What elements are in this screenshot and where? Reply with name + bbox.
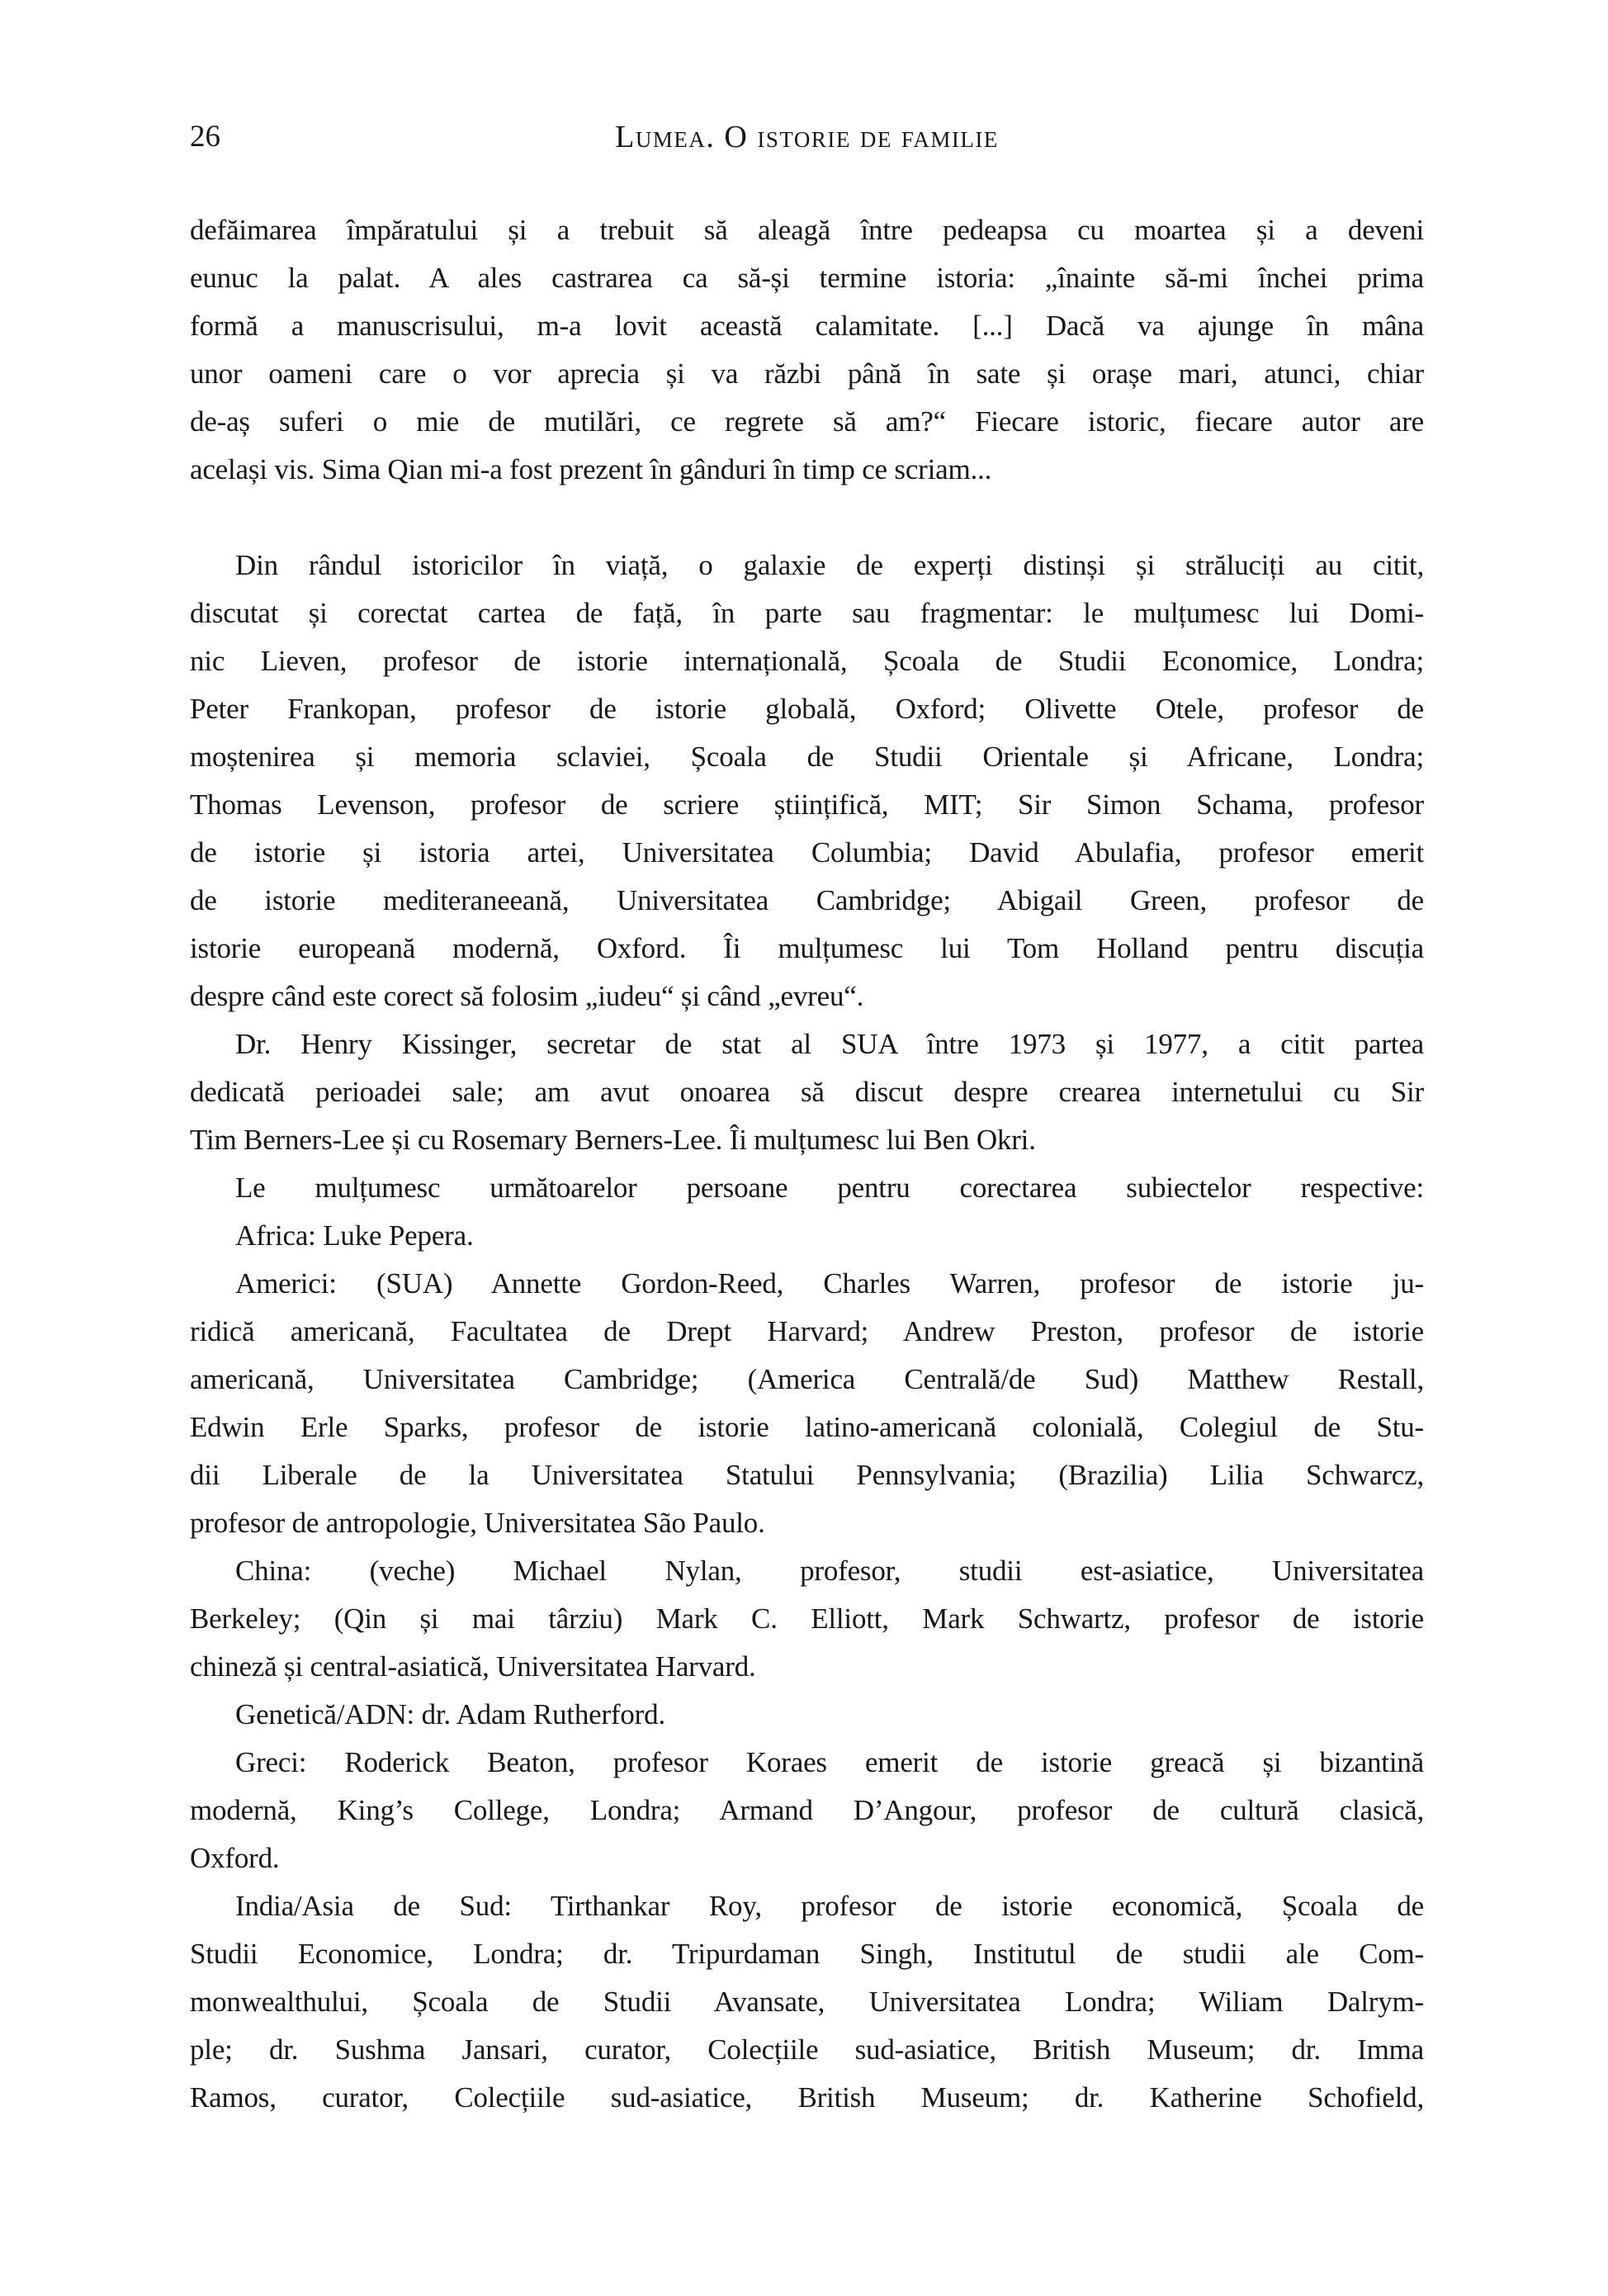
text-line: Studii Economice, Londra; dr. Tripurdaman Singh, Institutul de studii ale Com- — [190, 1938, 1424, 1970]
paragraph — [190, 1212, 1424, 1260]
text-line: Greci: Roderick Beaton, profesor Koraes emerit de istorie greacă și bizantină — [235, 1746, 1424, 1778]
text-line: Africa: Luke Pepera. — [235, 1219, 474, 1252]
text-line: China: (veche) Michael Nylan, profesor, studii est-asiatice, Universitatea — [235, 1555, 1424, 1587]
text-line: discutat și corectat cartea de față, în parte sau fragmentar: le mulțumesc lui Domi- — [190, 597, 1424, 629]
text-line: Thomas Levenson, profesor de scriere științifică, MIT; Sir Simon Schama, profesor — [190, 788, 1424, 821]
page-number: 26 — [190, 120, 220, 154]
text-line: de-aș suferi o mie de mutilări, ce regrete să am?“ Fiecare istoric, fiecare autor are — [190, 405, 1424, 438]
text-line: americană, Universitatea Cambridge; (America Centrală/de Sud) Matthew Restall, — [190, 1363, 1424, 1395]
paragraph — [190, 1882, 1424, 2122]
paragraph — [190, 206, 1424, 494]
text-line: Edwin Erle Sparks, profesor de istorie latino-americană colonială, Colegiul de Stu- — [190, 1411, 1424, 1443]
paragraph — [190, 1260, 1424, 1547]
text-line: ridică americană, Facultatea de Drept Harvard; Andrew Preston, profesor de istorie — [190, 1315, 1424, 1347]
text-line: Le mulțumesc următoarelor persoane pentru corectarea subiectelor respective: — [235, 1172, 1424, 1204]
text-line: de istorie mediteraneeană, Universitatea Cambridge; Abigail Green, profesor de — [190, 884, 1424, 916]
running-header: Lumea. O istorie de familie — [615, 120, 999, 154]
text-line: formă a manuscrisului, m-a lovit această calamitate. [...] Dacă va ajunge în mâna — [190, 310, 1424, 342]
text-line: Din rândul istoricilor în viață, o galaxie de experți distinși și străluciți au citit, — [235, 549, 1424, 581]
text-line: India/Asia de Sud: Tirthankar Roy, profesor de istorie economică, Școala de — [235, 1890, 1424, 1922]
text-line: despre când este corect să folosim „iudeu“ și când „evreu“. — [190, 980, 864, 1012]
text-line: Ramos, curator, Colecțiile sud-asiatice, British Museum; dr. Katherine Schofield, — [190, 2081, 1424, 2114]
text-line: unor oameni care o vor aprecia și va răzbi până în sate și orașe mari, atunci, chiar — [190, 357, 1424, 390]
text-line: profesor de antropologie, Universitatea São Paulo. — [190, 1507, 765, 1539]
paragraph — [190, 1691, 1424, 1739]
paragraph — [190, 1164, 1424, 1212]
text-line: dedicată perioadei sale; am avut onoarea să discut despre crearea internetului cu Sir — [190, 1076, 1424, 1108]
text-line: dii Liberale de la Universitatea Statului Pennsylvania; (Brazilia) Lilia Schwarcz, — [190, 1459, 1424, 1491]
text-line: monwealthului, Școala de Studii Avansate, Universitatea Londra; Wiliam Dalrym- — [190, 1986, 1424, 2018]
paragraph — [190, 1547, 1424, 1691]
text-line: Tim Berners-Lee și cu Rosemary Berners-Lee. Îi mulțumesc lui Ben Okri. — [190, 1124, 1036, 1156]
page-header — [190, 116, 1424, 159]
text-line: chineză și central-asiatică, Universitatea Harvard. — [190, 1650, 756, 1683]
paragraph — [190, 1739, 1424, 1882]
text-line: defăimarea împăratului și a trebuit să aleagă între pedeapsa cu moartea și a deveni — [190, 214, 1424, 246]
text-line: modernă, King’s College, Londra; Armand D’Angour, profesor de cultură clasică, — [190, 1794, 1424, 1826]
text-line: ple; dr. Sushma Jansari, curator, Colecțiile sud-asiatice, British Museum; dr. Imma — [190, 2033, 1424, 2066]
text-line: același vis. Sima Qian mi-a fost prezent în gânduri în timp ce scriam... — [190, 453, 992, 485]
text-line: moștenirea și memoria sclaviei, Școala de Studii Orientale și Africane, Londra; — [190, 741, 1424, 773]
paragraph — [190, 1020, 1424, 1164]
paragraph — [190, 542, 1424, 1020]
text-line: de istorie și istoria artei, Universitatea Columbia; David Abulafia, profesor emerit — [190, 836, 1424, 869]
text-line: Dr. Henry Kissinger, secretar de stat al SUA între 1973 și 1977, a citit partea — [235, 1028, 1424, 1060]
text-line: nic Lieven, profesor de istorie internațională, Școala de Studii Economice, Londra; — [190, 645, 1424, 677]
text-line: istorie europeană modernă, Oxford. Îi mulțumesc lui Tom Holland pentru discuția — [190, 932, 1424, 964]
text-line: Oxford. — [190, 1842, 280, 1874]
text-line: Americi: (SUA) Annette Gordon-Reed, Charles Warren, profesor de istorie ju- — [235, 1267, 1424, 1299]
text-line: Genetică/ADN: dr. Adam Rutherford. — [235, 1698, 665, 1730]
text-line: eunuc la palat. A ales castrarea ca să-și termine istoria: „înainte să-mi închei prima — [190, 262, 1424, 294]
text-line: Berkeley; (Qin și mai târziu) Mark C. Elliott, Mark Schwartz, profesor de istorie — [190, 1602, 1424, 1635]
text-line: Peter Frankopan, profesor de istorie globală, Oxford; Olivette Otele, profesor de — [190, 693, 1424, 725]
text-block — [190, 206, 1424, 2122]
